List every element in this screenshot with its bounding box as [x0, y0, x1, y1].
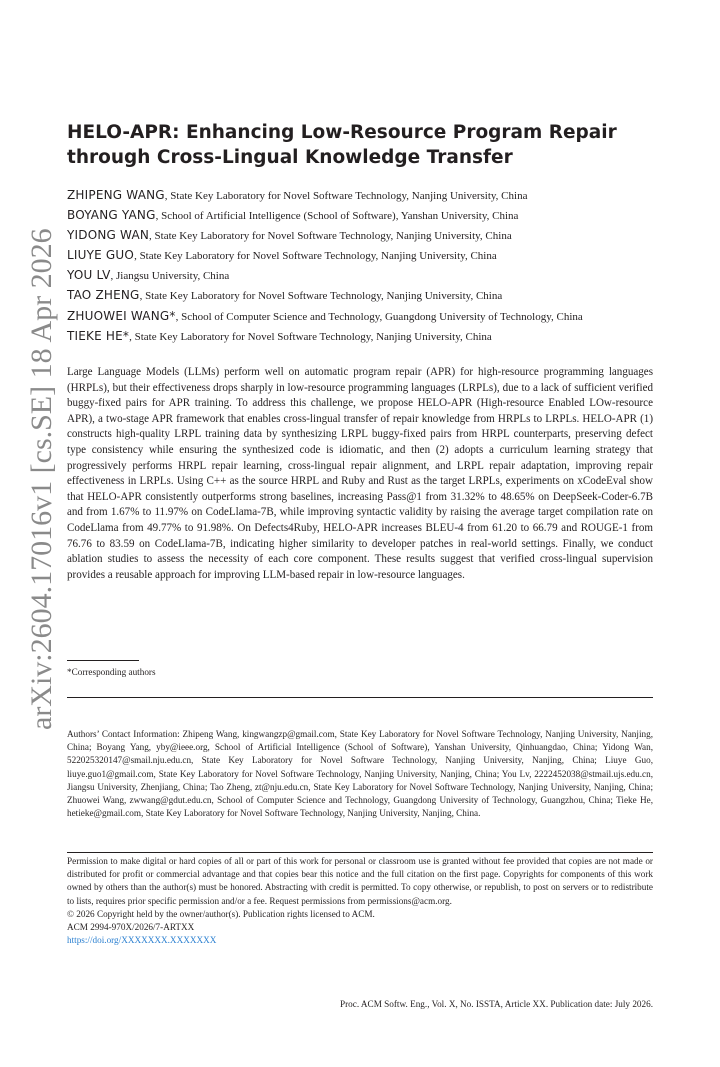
author-entry [67, 286, 653, 306]
author-affiliation: , State Key Laboratory for Novel Software Technology, Nanjing University, China [134, 250, 497, 263]
contact-information: Authors’ Contact Information: Zhipeng Wang, kingwangzp@gmail.com, State Key Laboratory for Novel Software Technology, Nanjing University, Nanjing, China; Boyang Yang, yby@ieee.org, School of Artificial Intelligence (School of Software), Yanshan University, Qinhuangdao, China; Yidong Wan, 522025320147@smail.nju.edu.cn, State Key Laboratory for Novel Software Technology, Nanjing University, Nanjing, China; Liuye Guo, liuye.guo1@gmail.com, State Key Laboratory for Novel Software Technology, Nanjing University, Nanjing, China; You Lv, 2222452038@stmail.ujs.edu.cn, Jiangsu University, Zhenjiang, China; Tao Zheng, zt@nju.edu.cn, State Key Laboratory for Novel Software Technology, Nanjing University, Nanjing, China; Zhuowei Wang, zwwang@gdut.edu.cn, School of Computer Science and Technology, Guangdong University of Technology, Guangzhou, China; Tieke He, hetieke@gmail.com, State Key Laboratory for Novel Software Technology, Nanjing University, Nanjing, China. [67, 729, 653, 819]
author-entry [67, 246, 653, 266]
permission-notice: Permission to make digital or hard copies of all or part of this work for personal or classroom use is granted without fee provided that copies are not made or distributed for profit or commercial advantage and that copies bear this notice and the full citation on the first page. Copyrights for components of this work owned by others than the author(s) must be honored. Abstracting with credit is permitted. To copy otherwise, or republish, to post on servers or to redistribute to lists, requires prior specific permission and/or a fee. Request permissions from permissions@acm.org. [67, 856, 653, 906]
contact-rule [67, 697, 653, 698]
author-affiliation: , State Key Laboratory for Novel Software Technology, Nanjing University, China [149, 230, 512, 243]
author-name: TIEKE HE* [67, 328, 130, 343]
author-affiliation: , State Key Laboratory for Novel Software Technology, Nanjing University, China [129, 330, 492, 343]
author-name: ZHUOWEI WANG* [67, 308, 176, 323]
author-entry [67, 307, 653, 327]
doi-link[interactable]: https://doi.org/XXXXXXX.XXXXXXX [67, 935, 217, 946]
author-affiliation: , State Key Laboratory for Novel Software Technology, Nanjing University, China [164, 190, 528, 202]
author-affiliation: , School of Computer Science and Technology, Guangdong University of Technology, China [175, 310, 583, 323]
author-affiliation: , Jiangsu University, China [110, 270, 230, 283]
author-entry [67, 206, 653, 226]
author-affiliation: , School of Artificial Intelligence (School of Software), Yanshan University, China [155, 210, 519, 223]
acm-identifier: ACM 2994-970X/2026/7-ARTXX [67, 922, 195, 933]
author-entry [67, 226, 653, 246]
footnote-rule [67, 660, 139, 661]
copyright-line: © 2026 Copyright held by the owner/author(s). Publication rights licensed to ACM. [67, 908, 375, 919]
author-name: TAO ZHENG [67, 288, 140, 303]
author-affiliation: , State Key Laboratory for Novel Software Technology, Nanjing University, China [139, 290, 503, 303]
running-footer: Proc. ACM Softw. Eng., Vol. X, No. ISSTA, Article XX. Publication date: July 2026. [340, 999, 653, 1009]
permission-block [67, 855, 653, 947]
permission-rule [67, 852, 653, 853]
author-name: YOU LV [67, 268, 111, 283]
author-name: LIUYE GUO [67, 248, 135, 263]
author-name: BOYANG YANG [67, 208, 156, 223]
author-name: ZHIPENG WANG [67, 188, 165, 202]
author-entry [67, 186, 653, 206]
author-entry [67, 266, 653, 286]
author-entry [67, 327, 653, 347]
paper-title: HELO-APR: Enhancing Low-Resource Program Repair through Cross-Lingual Knowledge Transfer [67, 122, 617, 168]
author-list [67, 186, 653, 347]
arxiv-side-stamp: arXiv:2604.17016v1 [cs.SE] 18 Apr 2026 [25, 228, 58, 730]
abstract: Large Language Models (LLMs) perform well on automatic program repair (APR) for high-resource programming languages (HRPLs), but their effectiveness drops sharply in low-resource programming languages (LRPLs), due to a lack of sufficient verified buggy-fixed pairs for APR training. To address this challenge, we propose HELO-APR (High-resource Enabled LOw-resource APR), a two-stage APR framework that enables cross-lingual transfer of repair knowledge from HRPLs to LRPLs. HELO-APR (1) constructs high-quality LRPL training data by synthesizing LRPL buggy-fixed pairs from HRPL counterparts, preserving defect type consistency while ensuring the synthesized code is idiomatic, and then (2) adopts a curriculum learning strategy that progressively performs HRPL repair learning, cross-lingual repair alignment, and LRPL repair adaptation, improving repair effectiveness in LRPLs. Using C++ as the source HRPL and Ruby and Rust as the target LRPLs, experiments on xCodeEval show that HELO-APR consistently outperforms strong baselines, increasing Pass@1 from 31.32% to 48.65% on DeepSeek-Coder-6.7B and from 1.67% to 11.97% on CodeLlama-7B, while improving syntactic validity by raising the average target compilation rate on CodeLlama from 49.77% to 91.98%. On Defects4Ruby, HELO-APR increases BLEU-4 from 61.20 to 66.79 and ROUGE-1 from 76.76 to 83.59 on CodeLlama-7B, indicating higher similarity to developer patches in real-world settings. Finally, we conduct ablation studies to assess the necessity of each core component. These results suggest that verified cross-lingual supervision provides a reusable approach for improving LLM-based repair in low-resource languages. [67, 366, 653, 581]
footnote: *Corresponding authors [67, 667, 156, 677]
author-name: YIDONG WAN [67, 228, 150, 243]
